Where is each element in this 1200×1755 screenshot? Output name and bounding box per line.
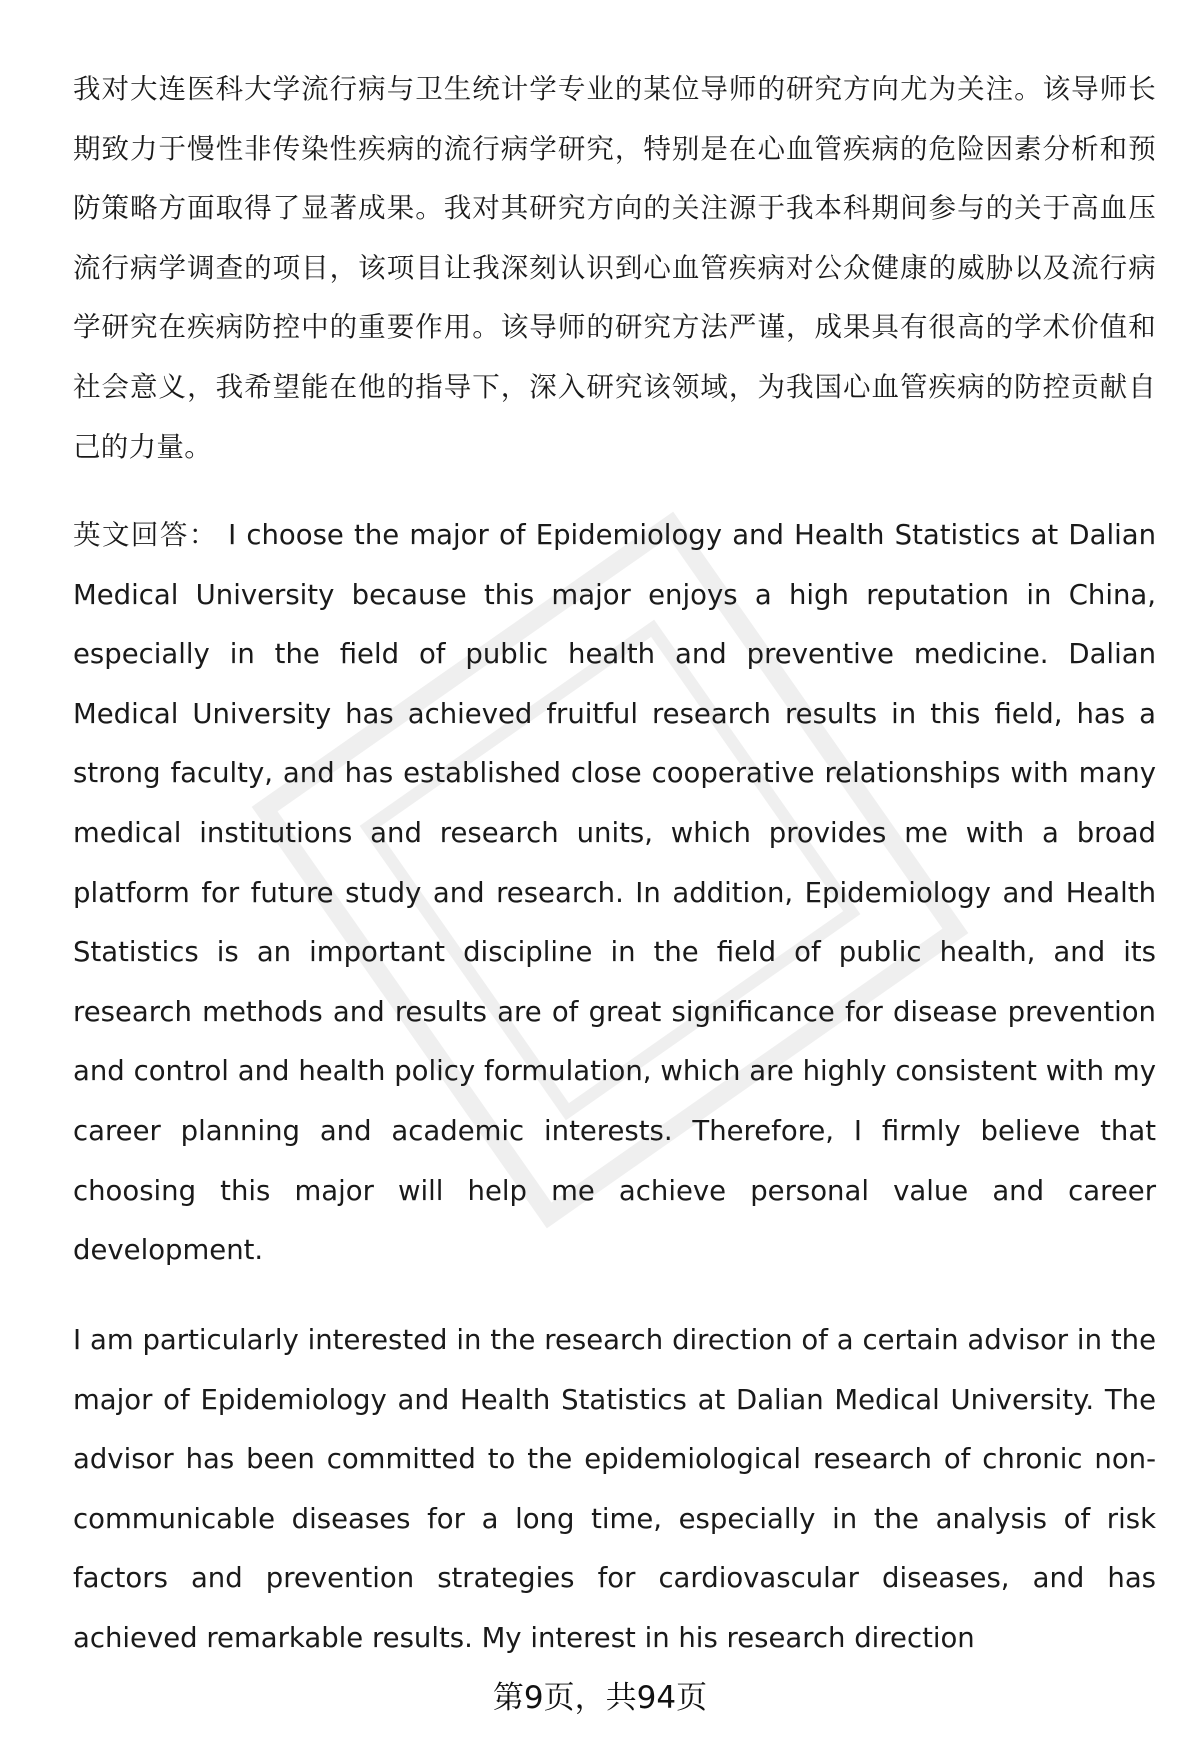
paragraph-zh-advisor: 我对大连医科大学流行病与卫生统计学专业的某位导师的研究方向尤为关注。该导师长期致力于慢性非传染性疾病的流行病学研究，特别是在心血管疾病的危险因素分析和预防策略方面取得了显著成果。我对其研究方向的关注源于我本科期间参与的关于高血压流行病学调查的项目，该项目让我深刻认识到心血管疾病对公众健康的威胁以及流行病学研究在疾病防控中的重要作用。该导师的研究方法严谨，成果具有很高的学术价值和社会意义，我希望能在他的指导下，深入研究该领域，为我国心血管疾病的防控贡献自己的力量。: [73, 73, 1156, 463]
paragraph-en-advisor: I am particularly interested in the research direction of a certain advisor in the major of Epidemiology and Health Statistics at Dalian Medical University. The advisor has been committed to the epidemiological research of chronic non-communicable diseases for a long time, especially in the analysis of risk factors and prevention strategies for cardiovascular diseases, and has achieved remarkable results. My interest in his research direction: [73, 1324, 1156, 1654]
en-answer-label: 英文回答：: [73, 519, 218, 551]
en-answer-text: I choose the major of Epidemiology and Health Statistics at Dalian Medical University because this major enjoys a high reputation in China, especially in the field of public health and preventive medicine. Dalian Medical University has achieved fruitful research results in this field, has a strong faculty, and has established close cooperative relationships with many medical institutions and research units, which provides me with a broad platform for future study and research. In addition, Epidemiology and Health Statistics is an important discipline in the field of public health, and its research methods and results are of great significance for disease prevention and control and health policy formulation, which are highly consistent with my career planning and academic interests. Therefore, I firmly believe that choosing this major will help me achieve personal value and career development.: [73, 519, 1157, 1267]
page-number: 第9页，共94页: [492, 1680, 708, 1716]
paragraph-en-answer: [73, 506, 1156, 1281]
